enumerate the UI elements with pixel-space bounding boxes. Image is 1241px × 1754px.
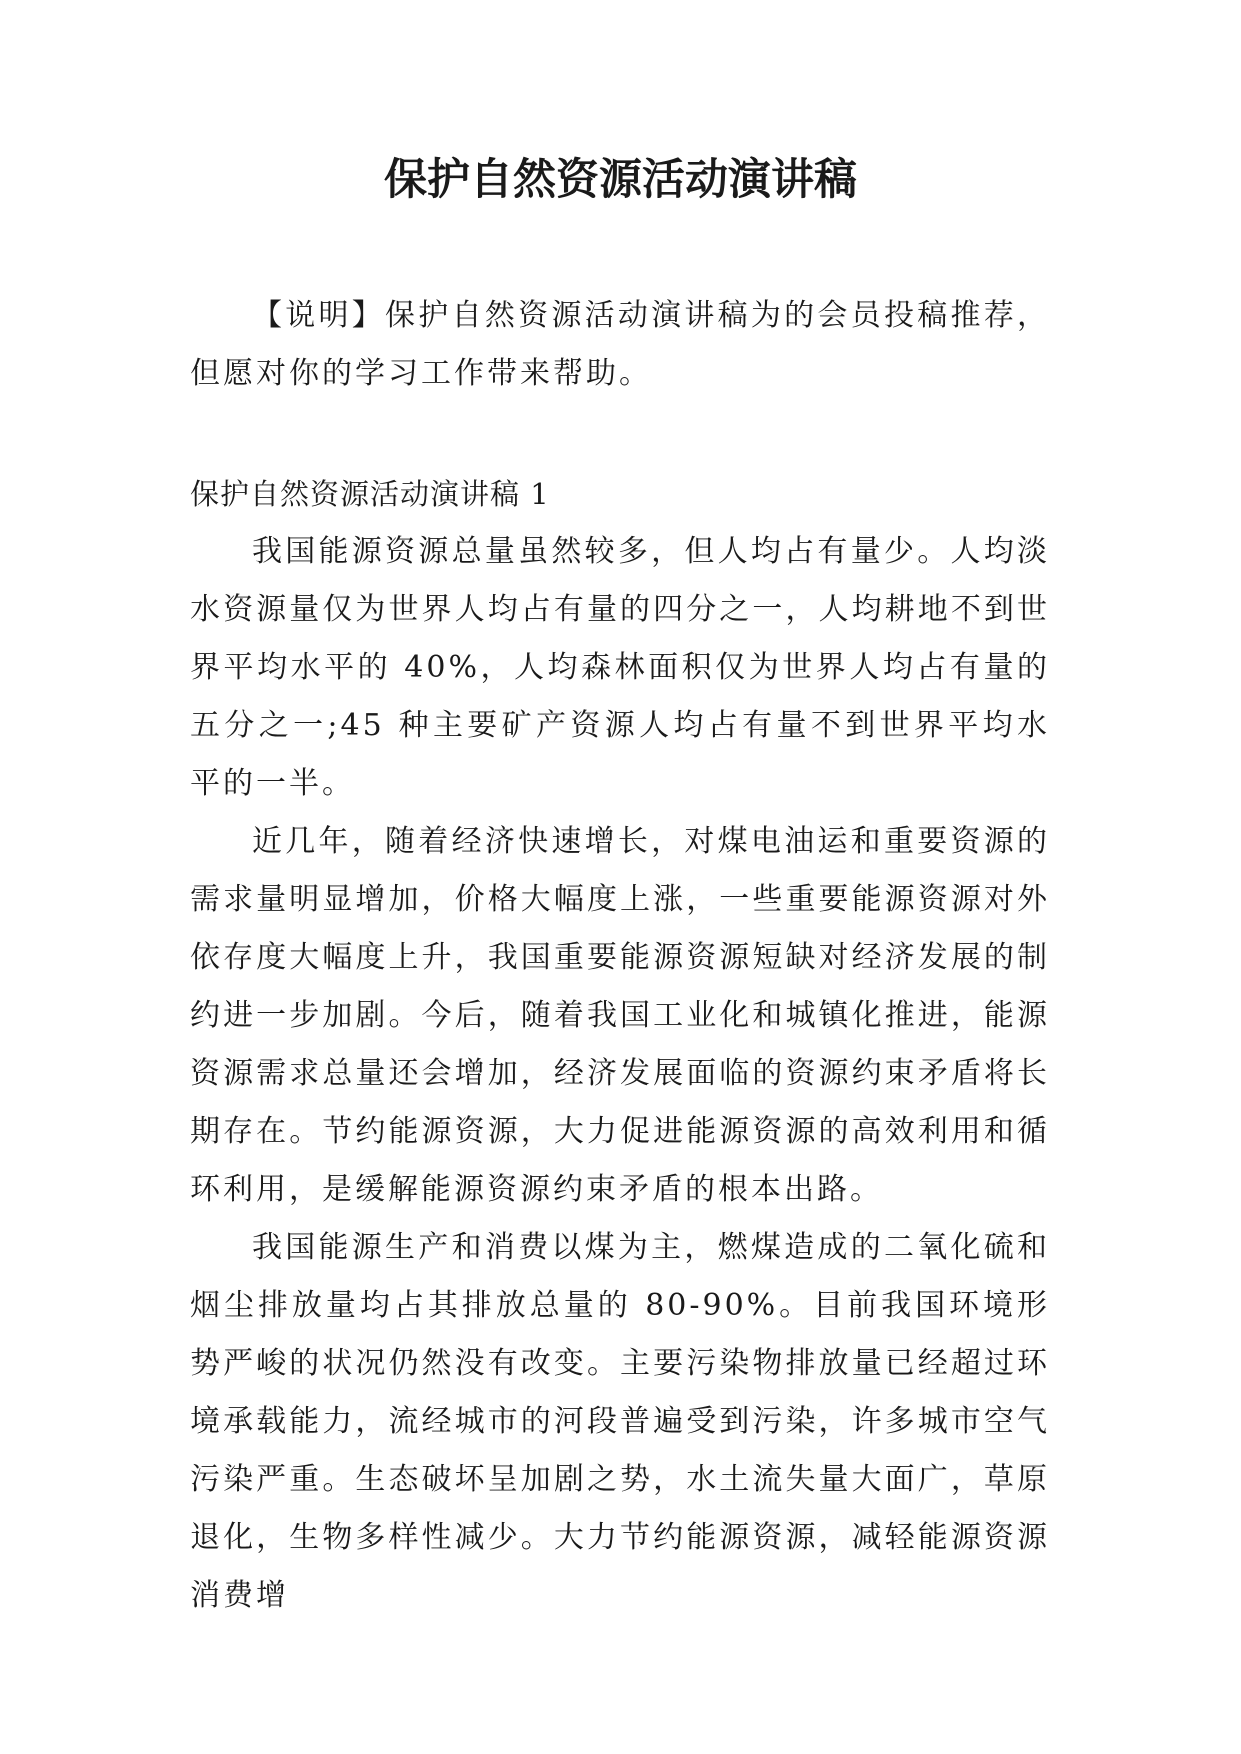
document-title: 保护自然资源活动演讲稿 xyxy=(384,155,857,205)
paragraph-2: 近几年，随着经济快速增长，对煤电油运和重要资源的需求量明显增加，价格大幅度上涨，一些重要能源资源对外依存度大幅度上升，我国重要能源资源短缺对经济发展的制约进一步加剧。今后，随着我国工业化和城镇化推进，能源资源需求总量还会增加，经济发展面临的资源约束矛盾将长期存在。节约能源资源，大力促进能源资源的高效利用和循环利用，是缓解能源资源约束矛盾的根本出路。 xyxy=(190,824,1050,1207)
intro-note: 【说明】保护自然资源活动演讲稿为的会员投稿推荐，但愿对你的学习工作带来帮助。 xyxy=(190,298,1050,391)
section-heading: 保护自然资源活动演讲稿 1 xyxy=(190,477,550,511)
section-body xyxy=(190,523,1050,1625)
paragraph-3: 我国能源生产和消费以煤为主，燃煤造成的二氧化硫和烟尘排放量均占其排放总量的 80-90%。目前我国环境形势严峻的状况仍然没有改变。主要污染物排放量已经超过环境承载能力，流经城市的河段普遍受到污染，许多城市空气污染严重。生态破坏呈加剧之势，水土流失量大面广，草原退化，生物多样性减少。大力节约能源资源，减轻能源资源消费增 xyxy=(190,1230,1050,1613)
paragraph-1: 我国能源资源总量虽然较多，但人均占有量少。人均淡水资源量仅为世界人均占有量的四分之一，人均耕地不到世界平均水平的 40%，人均森林面积仅为世界人均占有量的五分之一;45 种主要矿产资源人均占有量不到世界平均水平的一半。 xyxy=(190,534,1050,801)
